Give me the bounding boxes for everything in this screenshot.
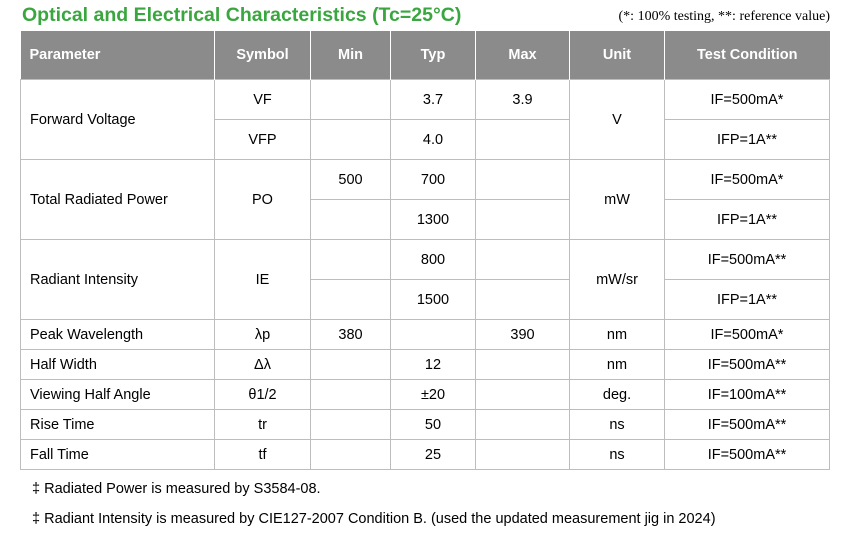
header-unit: Unit	[570, 31, 665, 80]
typ-cell: 3.7	[391, 80, 476, 120]
unit-cell: deg.	[570, 380, 665, 410]
condition-cell: IFP=1A**	[665, 200, 830, 240]
table-row	[21, 350, 830, 380]
max-cell	[476, 200, 570, 240]
header-max: Max	[476, 31, 570, 80]
parameter-cell: Fall Time	[21, 440, 215, 470]
typ-cell: 1500	[391, 280, 476, 320]
typ-cell	[391, 320, 476, 350]
min-cell	[311, 120, 391, 160]
parameter-cell: Viewing Half Angle	[21, 380, 215, 410]
typ-cell: 12	[391, 350, 476, 380]
typ-cell: 800	[391, 240, 476, 280]
min-cell	[311, 240, 391, 280]
table-row	[21, 380, 830, 410]
symbol-cell: PO	[215, 160, 311, 240]
parameter-cell: Rise Time	[21, 410, 215, 440]
condition-cell: IF=500mA**	[665, 240, 830, 280]
max-cell	[476, 440, 570, 470]
table-row	[21, 440, 830, 470]
condition-cell: IF=500mA**	[665, 410, 830, 440]
max-cell: 3.9	[476, 80, 570, 120]
min-cell: 500	[311, 160, 391, 200]
unit-cell: nm	[570, 320, 665, 350]
symbol-cell: IE	[215, 240, 311, 320]
symbol-cell: tr	[215, 410, 311, 440]
symbol-cell: Δλ	[215, 350, 311, 380]
unit-cell: ns	[570, 410, 665, 440]
max-cell	[476, 240, 570, 280]
min-cell	[311, 200, 391, 240]
typ-cell: 700	[391, 160, 476, 200]
max-cell: 390	[476, 320, 570, 350]
table-row	[21, 410, 830, 440]
header-parameter: Parameter	[21, 31, 215, 80]
page-title: Optical and Electrical Characteristics (Tc=25°C)	[22, 4, 462, 26]
condition-cell: IF=500mA*	[665, 320, 830, 350]
symbol-cell: VF	[215, 80, 311, 120]
condition-cell: IF=500mA**	[665, 440, 830, 470]
typ-cell: 1300	[391, 200, 476, 240]
min-cell	[311, 440, 391, 470]
table-row	[21, 80, 830, 120]
parameter-cell: Radiant Intensity	[21, 240, 215, 320]
header-min: Min	[311, 31, 391, 80]
parameter-cell: Half Width	[21, 350, 215, 380]
condition-cell: IF=500mA**	[665, 350, 830, 380]
max-cell	[476, 280, 570, 320]
table-row	[21, 160, 830, 200]
parameter-cell: Total Radiated Power	[21, 160, 215, 240]
condition-cell: IFP=1A**	[665, 120, 830, 160]
max-cell	[476, 380, 570, 410]
characteristics-table	[20, 31, 830, 470]
max-cell	[476, 160, 570, 200]
condition-cell: IF=500mA*	[665, 80, 830, 120]
table-row	[21, 240, 830, 280]
unit-cell: mW	[570, 160, 665, 240]
condition-cell: IF=100mA**	[665, 380, 830, 410]
condition-cell: IF=500mA*	[665, 160, 830, 200]
min-cell	[311, 350, 391, 380]
max-cell	[476, 350, 570, 380]
unit-cell: V	[570, 80, 665, 160]
parameter-cell: Peak Wavelength	[21, 320, 215, 350]
footnote-radiant-intensity: ‡ Radiant Intensity is measured by CIE127-2007 Condition B. (used the updated measurement jig in 2024)	[32, 511, 716, 527]
min-cell: 380	[311, 320, 391, 350]
footnote-radiated-power: ‡ Radiated Power is measured by S3584-08.	[32, 481, 321, 497]
typ-cell: 50	[391, 410, 476, 440]
unit-cell: nm	[570, 350, 665, 380]
symbol-cell: VFP	[215, 120, 311, 160]
header-test-condition: Test Condition	[665, 31, 830, 80]
testing-note: (*: 100% testing, **: reference value)	[618, 9, 830, 24]
min-cell	[311, 280, 391, 320]
header-symbol: Symbol	[215, 31, 311, 80]
table-header-row	[21, 31, 830, 80]
min-cell	[311, 80, 391, 120]
condition-cell: IFP=1A**	[665, 280, 830, 320]
unit-cell: ns	[570, 440, 665, 470]
typ-cell: 4.0	[391, 120, 476, 160]
parameter-cell: Forward Voltage	[21, 80, 215, 160]
unit-cell: mW/sr	[570, 240, 665, 320]
min-cell	[311, 380, 391, 410]
min-cell	[311, 410, 391, 440]
header-typ: Typ	[391, 31, 476, 80]
typ-cell: 25	[391, 440, 476, 470]
max-cell	[476, 120, 570, 160]
typ-cell: ±20	[391, 380, 476, 410]
table-row	[21, 320, 830, 350]
symbol-cell: λp	[215, 320, 311, 350]
symbol-cell: tf	[215, 440, 311, 470]
symbol-cell: θ1/2	[215, 380, 311, 410]
max-cell	[476, 410, 570, 440]
